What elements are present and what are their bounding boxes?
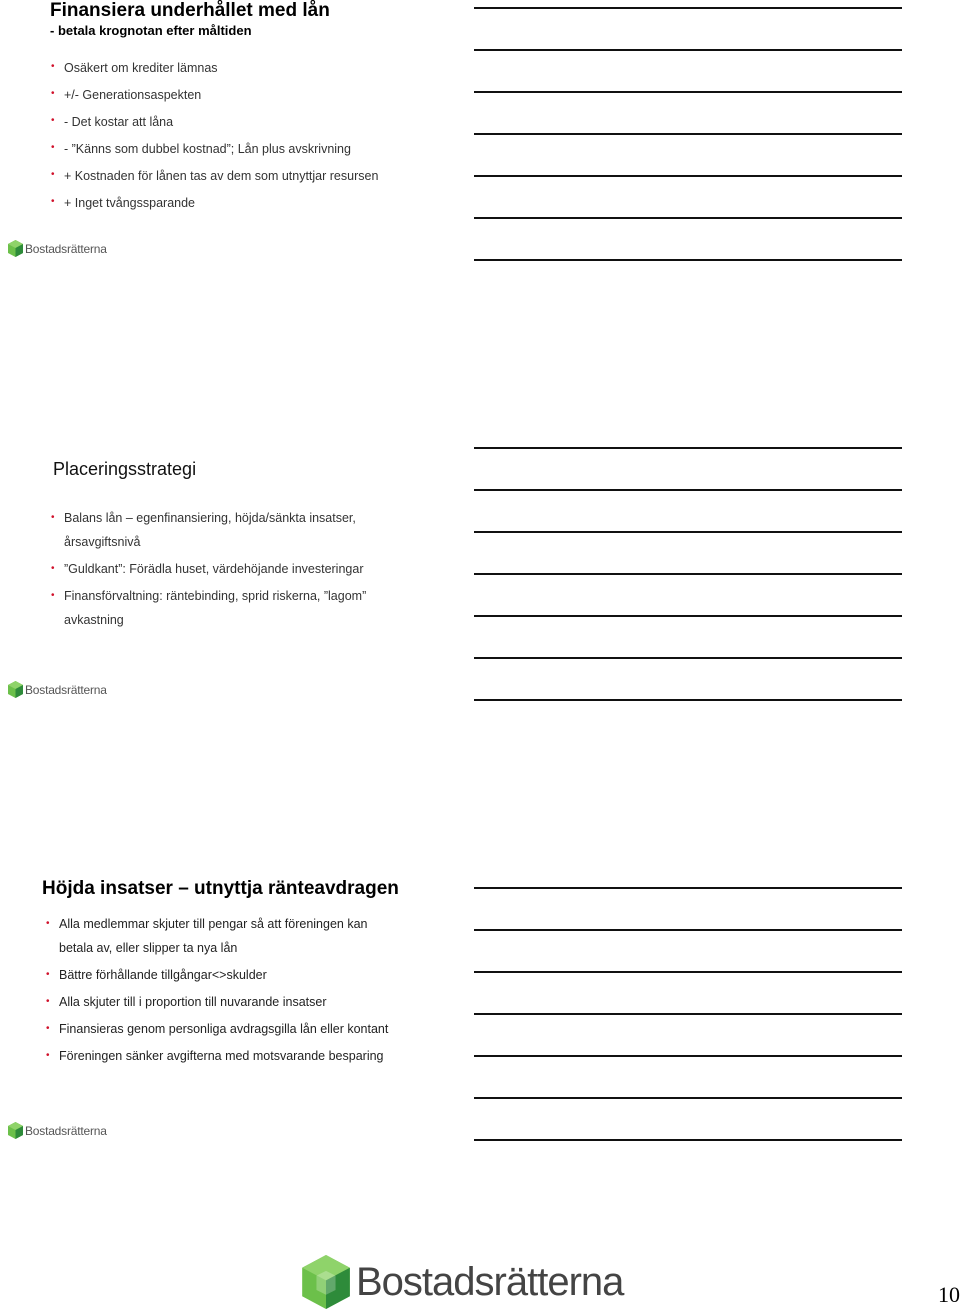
note-line [474,175,902,177]
bullet-icon: • [46,1023,50,1034]
bullet-icon: • [46,969,50,980]
page-number: 10 [938,1282,960,1307]
note-line [474,1055,902,1057]
bullet-icon: • [46,918,50,929]
note-line [474,657,902,659]
brand-logo [8,1122,107,1139]
note-line [474,7,902,9]
list-item: • - Det kostar att låna [51,115,174,129]
logo-icon [8,1122,23,1139]
note-line [474,887,902,889]
note-line [474,699,902,701]
notes-lines [474,440,902,710]
brand-logo [8,240,107,257]
slide-title: Finansiera underhållet med lån [50,0,330,21]
bullet-icon: • [46,1050,50,1061]
list-item: • Alla medlemmar skjuter till pengar så att föreningen kan betala av, eller slipper ta nya lån [59,912,399,960]
note-line [474,929,902,931]
list-item: • Bättre förhållande tillgångar<>skulder [59,963,399,987]
bullet-list [51,506,394,635]
bullet-icon: • [51,88,55,99]
list-item: • + Inget tvångssparande [51,196,195,210]
bullet-icon: • [51,61,55,72]
list-item: • ”Guldkant”: Förädla huset, värdehöjande investeringar [64,557,394,581]
bullet-icon: • [51,142,55,153]
slide-2 [0,440,470,710]
list-item: • Finansieras genom personliga avdragsgilla lån eller kontant [59,1017,399,1041]
bullet-icon: • [51,563,55,574]
list-item: • Balans lån – egenfinansiering, höjda/sänkta insatser, årsavgiftsnivå [64,506,394,554]
list-item: • +/- Generationsaspekten [51,88,202,102]
bullet-list [51,61,379,223]
bullet-icon: • [51,512,55,523]
logo-icon [302,1255,350,1309]
note-line [474,531,902,533]
bullet-list [46,912,399,1071]
logo-wordmark: Bostadsrätterna [25,1123,107,1138]
bullet-icon: • [51,590,55,601]
note-line [474,971,902,973]
slide-title: Höjda insatser – utnyttja ränteavdragen [42,878,399,899]
notes-lines [474,880,902,1150]
slide-1 [0,0,470,270]
note-line [474,91,902,93]
note-line [474,1013,902,1015]
brand-logo [8,681,107,698]
bullet-icon: • [51,196,55,207]
list-item: • Alla skjuter till i proportion till nuvarande insatser [59,990,399,1014]
note-line [474,133,902,135]
note-line [474,447,902,449]
list-item: • - ”Känns som dubbel kostnad”; Lån plus avskrivning [51,142,351,156]
bullet-icon: • [51,169,55,180]
logo-wordmark: Bostadsrätterna [25,682,107,697]
list-item: • Osäkert om krediter lämnas [51,61,218,75]
logo-icon [8,681,23,698]
bullet-icon: • [46,996,50,1007]
note-line [474,49,902,51]
list-item: • + Kostnaden för lånen tas av dem som utnyttjar resursen [51,169,379,183]
note-line [474,217,902,219]
logo-wordmark: Bostadsrätterna [25,241,107,256]
note-line [474,489,902,491]
note-line [474,615,902,617]
notes-lines [474,0,902,270]
footer-logo-wordmark: Bostadsrätterna [356,1259,624,1304]
note-line [474,1139,902,1141]
bullet-icon: • [51,115,55,126]
list-item: • Finansförvaltning: räntebinding, sprid riskerna, ”lagom” avkastning [64,584,394,632]
note-line [474,259,902,261]
list-item: • Föreningen sänker avgifterna med motsvarande besparing [59,1044,399,1068]
slide-3 [0,880,470,1150]
slide-title: Placeringsstrategi [53,459,197,479]
footer-brand-logo [302,1255,623,1309]
logo-icon [8,240,23,257]
note-line [474,573,902,575]
slide-subtitle: - betala krognotan efter måltiden [50,23,252,38]
note-line [474,1097,902,1099]
